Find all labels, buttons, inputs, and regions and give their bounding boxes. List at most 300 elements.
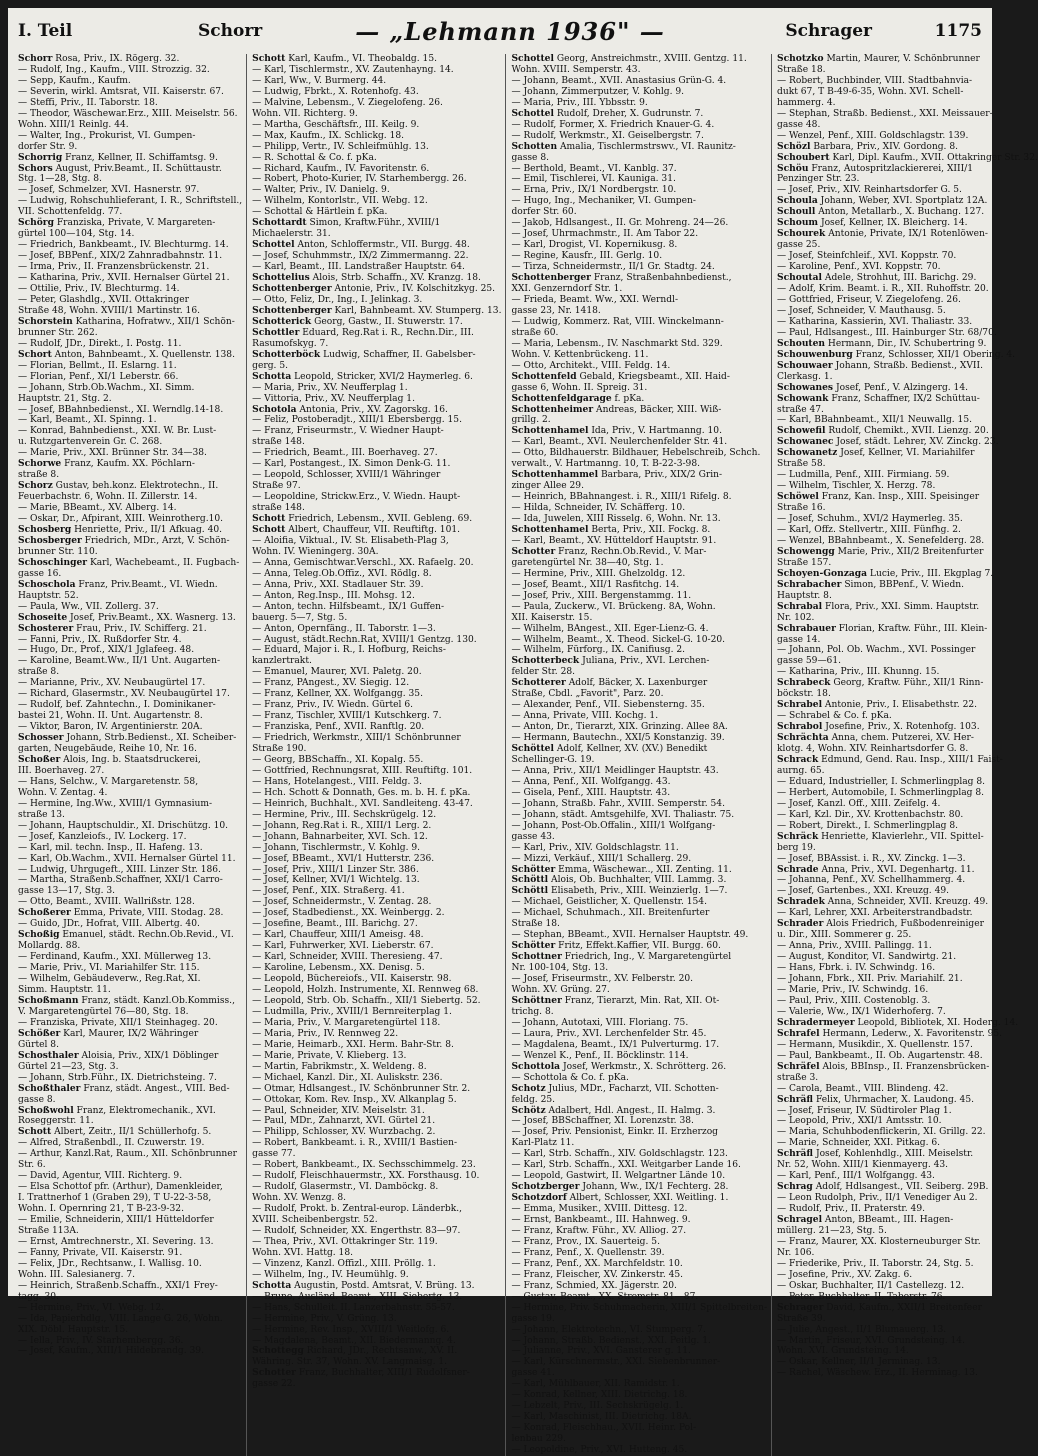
entry-surname: Schöttl (511, 874, 549, 886)
entry-details: Hermann, Dir., IV. Schubertring 9. (825, 338, 987, 349)
directory-entry (511, 777, 767, 788)
directory-entry (18, 1325, 242, 1336)
directory-entry (511, 788, 767, 799)
directory-entry (252, 766, 501, 777)
entry-details: — Julie, Angest., II/1 Blumauerg. 13. (777, 1324, 947, 1335)
directory-entry (18, 1106, 242, 1117)
entry-details: Gürtel 21—23, Stg. 3. (18, 1061, 119, 1072)
entry-details: — Leopold, Büchereiofs., VII. Kaiserstr. 98. (252, 974, 452, 985)
entry-surname: Schotola (252, 403, 297, 415)
directory-entry (252, 120, 501, 131)
entry-details: — Josef, Kellner, XVI/1 Wichtelg. 13. (252, 875, 420, 886)
entry-details: Amalia, Tischlermstrswv., VI. Raunitz- (557, 141, 736, 152)
directory-entry (18, 1171, 242, 1182)
entry-details: — Josefine, Priv., XV. Zakg. 6. (777, 1269, 913, 1280)
directory-entry (18, 656, 242, 667)
entry-details: — Karl, Maschinist, III. Dietrichg. 18A. (511, 1412, 692, 1423)
entry-details: — Hch. Schott & Donnath, Ges. m. b. H. f. pKa. (252, 787, 471, 798)
directory-entry (511, 580, 767, 591)
directory-entry (252, 481, 501, 492)
directory-entry (252, 142, 501, 153)
directory-entry (18, 1029, 242, 1040)
directory-entry (777, 1314, 1038, 1325)
directory-entry (252, 415, 501, 426)
entry-details: David, Kaufm., XXII/1 Breitenfeer (823, 1302, 982, 1313)
directory-entry (777, 1171, 1038, 1182)
entry-details: — Ottilie, Priv., IV. Blechturmg. 14. (18, 284, 180, 295)
directory-entry (252, 569, 501, 580)
entry-details: Franziska, Private, V. Margareten- (53, 218, 216, 229)
directory-entry (18, 1007, 242, 1018)
directory-entry (18, 1336, 242, 1347)
entry-details: — Heinrich, BBahnangest. i. R., XIII/1 Rifelg. 8. (511, 492, 732, 503)
entry-details: — Maria, Priv., V. Margaretengürtel 118. (252, 1017, 441, 1028)
directory-entry (511, 843, 767, 854)
directory-entry (18, 65, 242, 76)
entry-details: Florian, Kraftw. Führ., III. Klein- (835, 623, 988, 634)
entry-surname: Schötter (511, 863, 556, 875)
directory-entry (511, 1226, 767, 1237)
directory-entry (252, 854, 501, 865)
directory-entry (777, 700, 1038, 711)
directory-entry (252, 1018, 501, 1029)
entry-surname: Schoubert (777, 151, 830, 163)
entry-details: — Maria, Priv., III. Ybbsstr. 9. (511, 97, 648, 108)
entry-details: berg 19. (777, 842, 816, 853)
directory-entry (18, 711, 242, 722)
directory-entry (511, 613, 767, 624)
entry-details: — Josef, Friseur, IV. Südtiroler Plag 1. (777, 1105, 952, 1116)
directory-entry (777, 897, 1038, 908)
directory-entry (511, 426, 767, 437)
entry-details: Rasumofskyg. 7. (252, 338, 329, 349)
entry-surname: Schosberger (18, 534, 82, 546)
entry-details: Straße 157. (777, 557, 832, 568)
entry-details: — Johann, Zimmerputzer, V. Kohlg. 9. (511, 86, 685, 97)
entry-details: — Johann, Reg.Rat i. R., XIII/1 Lerg. 2. (252, 820, 432, 831)
entry-surname: Schowank (777, 392, 829, 404)
directory-entry (252, 437, 501, 448)
directory-entry (18, 350, 242, 361)
directory-entry (252, 1346, 501, 1357)
entry-details: — Otto, Feliz, Dr., Ing., I. Jelinkag. 3. (252, 294, 423, 305)
entry-details: — Rudolf, Glasermstr., VI. Damböckg. 8. (252, 1182, 439, 1193)
entry-details: — Alexander, Penf., VII. Siebensterng. 35. (511, 700, 705, 711)
directory-entry (252, 185, 501, 196)
entry-surname: Schorr (18, 53, 53, 64)
entry-surname: Schosser (18, 732, 64, 744)
entry-surname: Schottegg (252, 1345, 304, 1357)
entry-details: — Robert, Bankbeamt. i. R., XVIII/1 Bastien- (252, 1138, 458, 1149)
directory-entry (18, 503, 242, 514)
directory-entry (18, 1259, 242, 1270)
directory-entry (511, 65, 767, 76)
entry-details: Hauptstr. 52. (18, 590, 79, 601)
directory-entry (18, 229, 242, 240)
directory-entry (777, 1182, 1038, 1193)
directory-entry (18, 1303, 242, 1314)
entry-surname: Schoseite (18, 611, 68, 623)
directory-entry (777, 120, 1038, 131)
directory-title: — „Lehmann 1936" — (355, 16, 665, 46)
directory-entry (511, 1336, 767, 1347)
entry-details: Josef, Penf., V. Alzingerg. 14. (833, 382, 969, 393)
entry-details: Friedrich, MDr., Arzt, V. Schön- (81, 535, 230, 546)
entry-details: straße 148. (252, 503, 305, 514)
entry-details: gerg. 5. (252, 360, 289, 371)
directory-entry (18, 799, 242, 810)
entry-details: — Carola, Beamt., VIII. Blindeng. 42. (777, 1083, 949, 1094)
entry-details: — Johann, Fbrk., XII. Priv. Mariahilf. 21. (777, 974, 963, 985)
directory-entry (252, 1314, 501, 1325)
entry-details: — Robert, Bankbeamt., IX. Sechsschimmelg. 23. (252, 1160, 476, 1171)
entry-details: Straße 97. (252, 481, 301, 492)
entry-details: — Johann, Autotaxi, VIII. Floriang. 75. (511, 1017, 689, 1028)
directory-entry (252, 1073, 501, 1084)
directory-entry (252, 536, 501, 547)
column-1 (18, 54, 242, 1456)
entry-details: Franz, Buchhalter, XIII/1 Rudolfsner- (295, 1368, 470, 1379)
entry-details: gasse 16. (18, 568, 62, 579)
entry-details: — Josef, Uhrmachmstr., II. Am Tabor 22. (511, 229, 699, 240)
entry-details: — Leopold, Strb. Ob. Schaffn., XII/1 Siebertg. 52. (252, 995, 481, 1006)
directory-entry (252, 1062, 501, 1073)
entry-details: — Wilhelm, Beamt., X. Theod. Sickel-G. 10-20. (511, 634, 726, 645)
entry-details: — Anna, Private, VIII. Kochg. 1. (511, 711, 659, 722)
directory-entry (252, 98, 501, 109)
directory-entry (777, 865, 1038, 876)
directory-entry (18, 492, 242, 503)
entry-details: Wohn. IV. Wieningerg. 30A. (252, 546, 379, 557)
entry-surname: Schragel (777, 1214, 823, 1226)
directory-entry (777, 1303, 1038, 1314)
entry-details: Franz, Autospritzlackiererei, XIII/1 (808, 163, 974, 174)
directory-entry (252, 1029, 501, 1040)
entry-details: Barbara, Priv., XIX/2 Grin- (598, 470, 723, 481)
directory-entry (511, 1303, 767, 1314)
entry-details: Albert, Zeitr., II/1 Schüllerhofg. 5. (51, 1127, 212, 1138)
entry-details: — Heinrich, Buchhalt., XVI. Sandleiteng. 43-47. (252, 798, 473, 809)
entry-details: böckstr. 18. (777, 689, 831, 700)
entry-details: dorfer Str. 60. (511, 207, 577, 218)
entry-details: Alois, Strb. Schaffn., XV. Kranzg. 18. (309, 273, 481, 284)
entry-details: — Gottfried, Friseur, V. Ziegelofeng. 26. (777, 294, 961, 305)
entry-details: — Emil, Tischlerei, VI. Kauniga. 31. (511, 174, 676, 185)
entry-details: — Oskar, Dr., Afpirant, XIII. Weinrotherg.10. (18, 514, 224, 525)
entry-details: Leopold, Bibliotek, XI. Hoderg. 14. (854, 1017, 1019, 1028)
directory-entry (777, 405, 1038, 416)
directory-entry (252, 897, 501, 908)
directory-entry (777, 164, 1038, 175)
entry-details: — Konrad, Kellner, XIII. Dietrichg. 18. (511, 1390, 688, 1401)
directory-entry (511, 897, 767, 908)
entry-details: — Wilhelm, Gebäudeverw., Reg.Rat, XI. (18, 974, 201, 985)
entry-details: Feuerbachstr. 6, Wohn. II. Zillerstr. 14. (18, 492, 198, 503)
entry-details: — Ottokar, Kom. Rev. Insp., XV. Alkanplag 5. (252, 1094, 457, 1105)
entry-details: — Wilhelm, Fürforg., IX. Canifiusg. 2. (511, 645, 686, 656)
entry-details: — Wenzel K., Penf., II. Böcklinstr. 114. (511, 1050, 689, 1061)
entry-details: — David, Agentur, VIII. Richterg. 9. (18, 1171, 183, 1182)
directory-entry (511, 766, 767, 777)
directory-entry (511, 306, 767, 317)
entry-details: — Johann, Tischlermstr., V. Kohlg. 9. (252, 842, 421, 853)
directory-entry (18, 1215, 242, 1226)
entry-surname: Schoum (777, 217, 819, 229)
entry-details: Julius, MDr., Facharzt, VII. Schotten- (545, 1083, 719, 1094)
entry-details: — Guido, JDr., Hofrat, VIII. Albertg. 40. (18, 919, 200, 930)
entry-surname: Schosberg (18, 523, 72, 535)
entry-details: — Anna, Penf., XII. Wolfgangg. 43. (511, 776, 671, 787)
entry-details: Straße 18. (777, 64, 826, 75)
entry-details: — Franz, Fleischer, XV. Zinkerstr. 45. (511, 1269, 684, 1280)
entry-details: Alois, Ob. Buchhalter, VIII. Lammg. 3. (548, 875, 727, 886)
entry-details: Nr. 106. (777, 1247, 815, 1258)
directory-entry (18, 1292, 242, 1303)
entry-details: — Philipp, Vertr., IV. Schleifmühlg. 13. (252, 141, 429, 152)
directory-entry (252, 174, 501, 185)
directory-entry (777, 974, 1038, 985)
entry-details: — Thea, Priv., XVI. Ottakringer Str. 119. (252, 1236, 438, 1247)
directory-entry (252, 821, 501, 832)
entry-details: — Marie, Priv., IV. Schwindg. 16. (777, 985, 929, 996)
directory-entry (511, 1149, 767, 1160)
entry-details: — Johann, Strb.Führ., IX. Dietrichsteing. 7. (18, 1072, 217, 1083)
directory-entry (511, 1248, 767, 1259)
entry-details: — Karl, Ob.Wachm., XVII. Hernalser Gürtel 11. (18, 853, 236, 864)
entry-surname: Schöttner (511, 994, 562, 1006)
entry-details: — Peter, Glashdlg., XVII. Ottakringer (18, 294, 189, 305)
entry-details: — Anna, Priv., XXI. Stadlauer Str. 39. (252, 579, 424, 590)
directory-entry (252, 755, 501, 766)
directory-entry (252, 1325, 501, 1336)
directory-entry (511, 1029, 767, 1040)
entry-surname: Schottel (252, 239, 295, 251)
entry-columns (18, 53, 1038, 1456)
entry-details: Wohn. XV. Wenzg. 8. (252, 1193, 347, 1204)
entry-details: Wohn. XIII/1 Reinlg. 44. (18, 119, 129, 130)
directory-entry (18, 164, 242, 175)
last-name-guide: Schrager (785, 21, 872, 41)
directory-entry (252, 810, 501, 821)
entry-details: — Sepp, Kaufm., Kaufm. (18, 75, 131, 86)
entry-surname: Schoula (777, 195, 818, 207)
entry-details: — Otmar, Hdlsangest., IV. Schönbrunner Str. 2. (252, 1083, 471, 1094)
entry-details: — Johann, Straßb. Fahr., XVIII. Semperstr. 54. (511, 798, 725, 809)
entry-details: — Julianne, Priv., XVI. Gansterer g. 11. (511, 1346, 691, 1357)
directory-entry (511, 1270, 767, 1281)
entry-details: — Ludwig, Uhrgugeft., XIII. Linzer Str. 186. (18, 864, 221, 875)
entry-details: — Hermine, Priv., XIII. Ghelzoldg. 12. (511, 568, 686, 579)
directory-entry (777, 875, 1038, 886)
directory-entry (777, 1259, 1038, 1270)
entry-surname: Schotz (511, 1082, 546, 1094)
directory-entry (511, 503, 767, 514)
entry-surname: Schrabel (777, 699, 823, 711)
entry-surname: Schöttel (511, 743, 554, 755)
entry-details: klotg. 4, Wohn. XIV. Reinhartsdorfer G. 8. (777, 744, 969, 755)
directory-entry (511, 624, 767, 635)
entry-details: — Georg, BBSchaffn., XI. Kopalg. 55. (252, 755, 424, 765)
entry-details: dukt 67, T B-49-6-35, Wohn. XVI. Schell- (777, 86, 964, 97)
directory-entry (777, 76, 1038, 87)
directory-entry (18, 689, 242, 700)
entry-details: — Karl, Tischlermstr., XV. Zautenhayng. 14. (252, 64, 454, 75)
entry-details: — Josef, BBSchaffner, XI. Lorenzstr. 38. (511, 1116, 694, 1127)
entry-details: Albert, Chauffeur, VII. Reuftiftg. 101. (285, 524, 461, 535)
entry-surname: Schottelius (252, 272, 310, 284)
entry-details: Antonia, Priv., XV. Zagorskg. 16. (296, 404, 448, 415)
directory-entry (252, 492, 501, 503)
entry-details: — Marie, Heimarb., XXI. Herm. Bahr-Str. 8. (252, 1039, 454, 1050)
directory-entry (777, 1095, 1038, 1106)
entry-details: — Ludwig, Kommerz. Rat, VIII. Winckelmann- (511, 316, 724, 327)
directory-entry (777, 131, 1038, 142)
directory-entry (777, 963, 1038, 974)
directory-entry (511, 339, 767, 350)
entry-details: Nr. 52, Wohn. XIII/1 Kienmayerg. 43. (777, 1160, 949, 1171)
entry-details: — Oskar, Kellner, II/1 Jerminag. 13. (777, 1357, 941, 1368)
directory-entry (777, 295, 1038, 306)
directory-entry (18, 284, 242, 295)
entry-surname: Schößer (18, 1027, 61, 1039)
entry-details: — Johann, Hauptschuldir., XI. Drischützg. 10. (18, 820, 229, 831)
entry-details: — Otto, Beamt., XVIII. Wallrißstr. 128. (18, 897, 195, 908)
entry-surname: Schoßmann (18, 994, 79, 1006)
directory-entry (18, 536, 242, 547)
entry-details: gasse 77. (252, 1149, 296, 1160)
directory-entry (511, 799, 767, 810)
entry-details: — Wilhelm, Tischler, X. Herzg. 78. (777, 481, 936, 492)
entry-details: — Karl, Offz. Stellvertr., XIII. Fünfhg. 2. (777, 524, 961, 535)
entry-details: Nr. 102. (777, 612, 815, 623)
directory-entry (252, 1149, 501, 1160)
directory-entry (777, 1248, 1038, 1259)
directory-entry (18, 87, 242, 98)
directory-entry (511, 1259, 767, 1270)
directory-entry (18, 295, 242, 306)
entry-surname: Schotterbeck (511, 655, 580, 667)
entry-details: straße 13. (18, 809, 65, 820)
entry-details: Adalbert, Hdl. Angest., II. Halmg. 3. (545, 1105, 716, 1116)
entry-surname: Schöttl (511, 885, 549, 897)
directory-entry (18, 635, 242, 646)
entry-details: Leopold, Stricker, XVI/2 Haymerleg. 6. (291, 371, 473, 382)
entry-details: — Martin, Fabrikmstr., X. Weldeng. 8. (252, 1061, 427, 1072)
directory-entry (511, 635, 767, 646)
directory-entry (252, 832, 501, 843)
entry-surname: Schräck (777, 830, 819, 842)
entry-details: — Josef, Schneider, V. Mauthausg. 5. (777, 305, 946, 316)
directory-entry (777, 240, 1038, 251)
directory-entry (252, 1040, 501, 1051)
directory-entry (777, 843, 1038, 854)
directory-entry (252, 514, 501, 525)
directory-entry (777, 87, 1038, 98)
entry-details: — Magdalena, Beamt., XII. Biedermanng. 4. (252, 1335, 456, 1346)
directory-entry (777, 602, 1038, 613)
directory-entry (511, 142, 767, 153)
entry-details: — Max, Kaufm., IX. Schlickg. 18. (252, 130, 405, 141)
directory-entry (18, 777, 242, 788)
entry-details: — Maria, Priv., IV. Rennweg 22. (252, 1028, 399, 1039)
entry-details: — Maria, Lebensm., IV. Naschmarkt Std. 329. (511, 338, 723, 349)
directory-entry (252, 350, 501, 361)
entry-surname: Schoßer (18, 754, 61, 765)
directory-entry (777, 459, 1038, 470)
entry-details: — Karl, Lehrer, XXI. Arbeiterstrandbadstr. (777, 908, 973, 919)
directory-entry (252, 1379, 501, 1390)
directory-entry (777, 985, 1038, 996)
directory-entry (18, 1281, 242, 1292)
directory-entry (511, 886, 767, 897)
directory-entry (511, 240, 767, 251)
directory-entry (777, 525, 1038, 536)
entry-details: Franz, Straßenbahnbedienst., (590, 273, 732, 284)
directory-entry (511, 1281, 767, 1292)
directory-entry (511, 153, 767, 164)
entry-details: — Malvine, Lebensm., V. Ziegelofeng. 26. (252, 97, 443, 108)
directory-entry (18, 426, 242, 437)
directory-entry (18, 996, 242, 1007)
entry-details: garten, Neugebäude, Reihe 10, Nr. 16. (18, 744, 197, 755)
directory-entry (252, 459, 501, 470)
entry-details: I. Trattnerhof 1 (Graben 29), T U-22-3-58, (18, 1193, 212, 1204)
directory-entry (252, 503, 501, 514)
entry-details: — Johann, Bahnarbeiter, XVI. Sch. 12. (252, 831, 428, 842)
entry-details: straße 8. (18, 667, 60, 678)
entry-details: Wohn. I. Opernring 21, T B-23-9-32. (18, 1204, 184, 1215)
directory-entry (777, 284, 1038, 295)
entry-details: Lucie, Priv., III. Ekgplag 7. (867, 568, 994, 579)
entry-details: — Josef, Friseurmstr., XV. Felberstr. 20. (511, 974, 694, 985)
entry-details: Johann, Weber, XVI. Sportplatz 12A. (817, 196, 988, 207)
entry-surname: Schorwe (18, 458, 62, 470)
entry-details: verwalt., V. Hartmanng. 10, T. B-22-3-98. (511, 459, 701, 470)
entry-details: — Josef, Priv., XIV. Reinhartsdorfer G. 5. (777, 185, 962, 196)
entry-details: — Paul, Schneider, XIV. Meiselstr. 31. (252, 1105, 425, 1116)
directory-entry (511, 1314, 767, 1325)
directory-entry (18, 952, 242, 963)
directory-entry (511, 185, 767, 196)
directory-entry (18, 240, 242, 251)
entry-details: Katharina, Hofratwv., XII/1 Schön- (72, 316, 235, 327)
entry-details: — Karl, Priv., XIV. Goldschlagstr. 11. (511, 842, 679, 853)
entry-details: — Hermine, Ing.Ww., XVIII/1 Gymnasium- (18, 798, 213, 809)
entry-details: müllerg. 21—23, Stg. 5. (777, 1225, 887, 1236)
directory-entry (511, 1325, 767, 1336)
directory-entry (511, 656, 767, 667)
entry-details: — Leopold, Schlosser, XVIII/1 Währinger (252, 470, 441, 481)
directory-entry (777, 1138, 1038, 1149)
entry-details: feldg. 25. (511, 1094, 556, 1105)
directory-entry (252, 164, 501, 175)
entry-details: — Karl, Beamt., XI. Spinng. 1. (18, 415, 157, 426)
entry-details: — Josef, Kanzleiofs., IV. Lockerg. 17. (18, 831, 187, 842)
entry-details: — Friederike, Priv., II. Taborstr. 24, Stg. 5. (777, 1258, 974, 1269)
entry-details: — Severin, wirkl. Amtsrat, VII. Kaiserstr. 67. (18, 86, 224, 97)
entry-surname: Schoßthaler (18, 1082, 81, 1094)
directory-entry (511, 1379, 767, 1390)
entry-details: — Vittoria, Priv., XV. Neufferplag 1. (252, 393, 415, 404)
entry-details: Franz, Priv.Beamt., VI. Wiedn. (75, 579, 218, 590)
entry-details: — Josef, Kanzl. Off., XIII. Zeifelg. 4. (777, 798, 941, 809)
directory-entry (252, 525, 501, 536)
directory-entry (511, 1412, 767, 1423)
directory-entry (18, 1314, 242, 1325)
directory-entry (511, 1062, 767, 1073)
directory-entry (777, 196, 1038, 207)
entry-details: Rudolf, Dreher, X. Gudrunstr. 7. (553, 108, 704, 119)
